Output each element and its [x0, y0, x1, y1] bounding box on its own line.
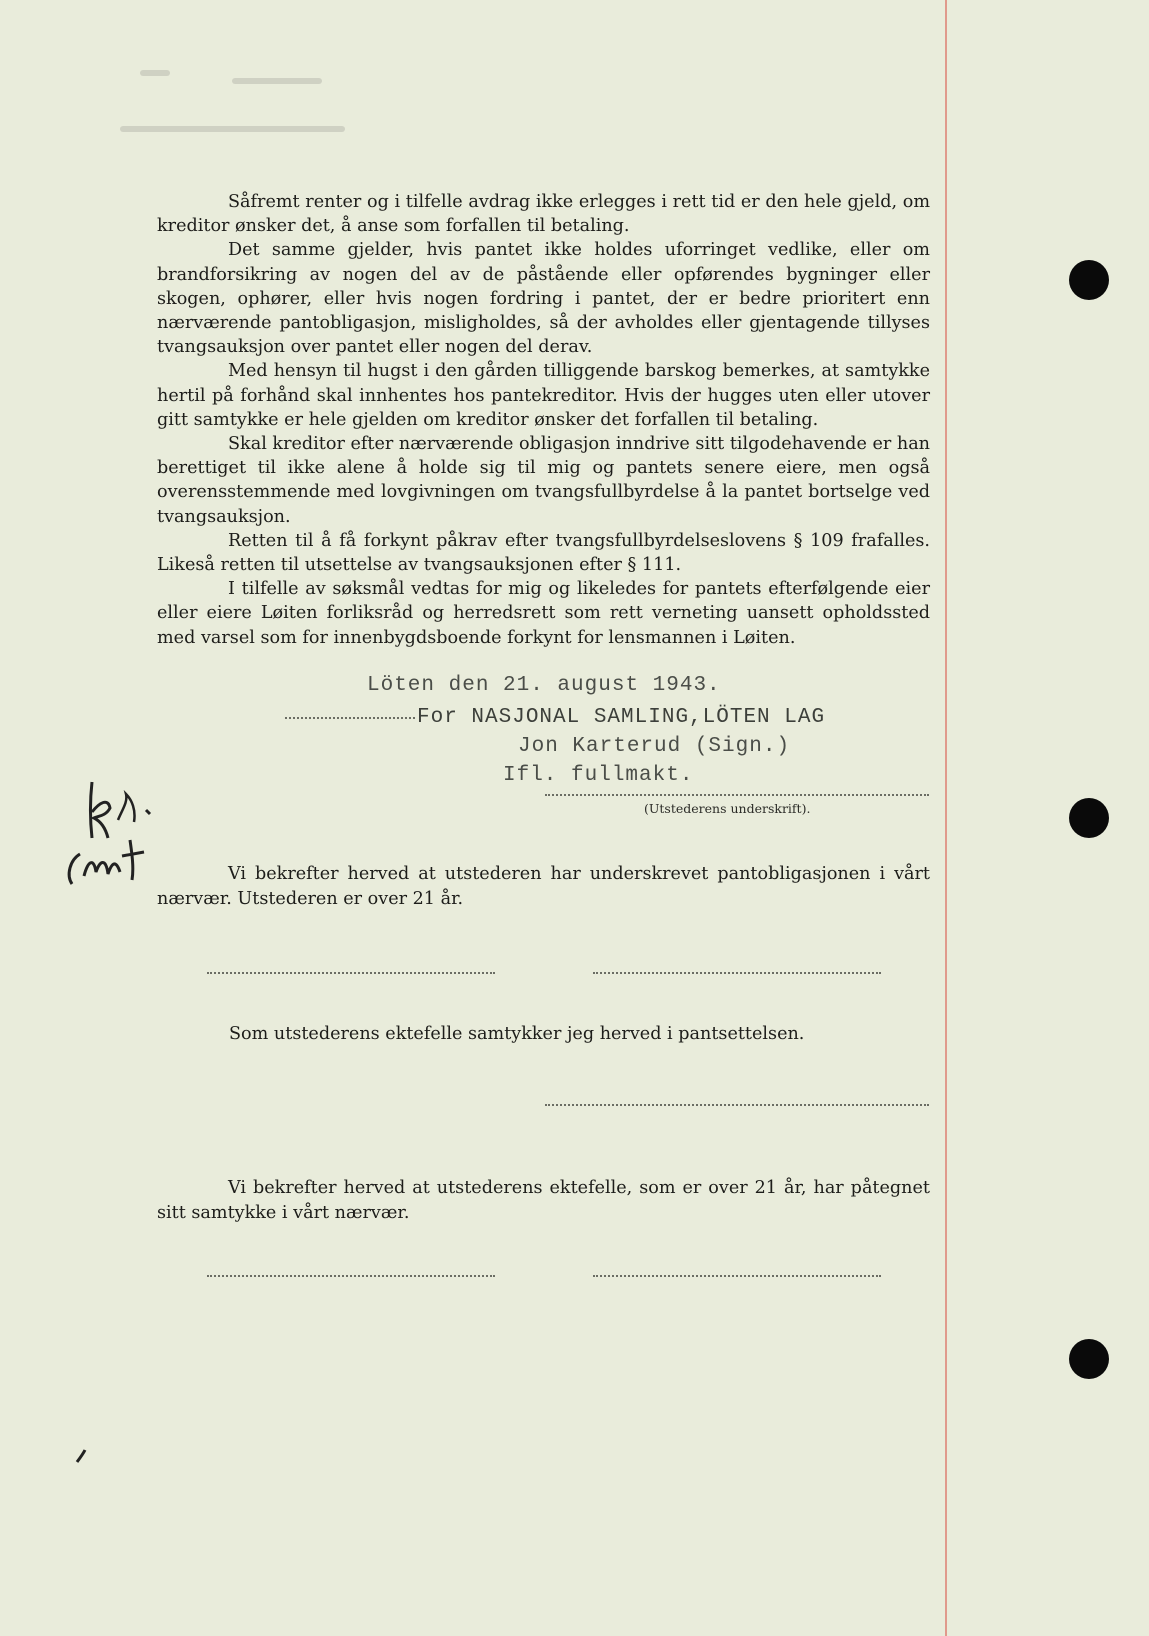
paragraph: Skal kreditor efter nærværende obligasjon inndrive sitt tilgodehavende er han berettiget til ikke alene å holde sig til mig og pantets senere eiere, men også overensstemmende med lovgivningen om tvangsfullbyrdelse å la pantet bortselge ved tvangsauksjon. — [157, 434, 931, 527]
paragraph: Det samme gjelder, hvis pantet ikke holdes uforringet vedlike, eller om brandforsikring av nogen del av de påstående eller opførendes bygninger eller skogen, ophører, eller hvis nogen fordring i pantet, der er bedre prioritert enn nærværende pantobligasjon, misligholdes, så der avholdes eller gjentagende tillyses tvangsauksjon over pantet eller nogen del derav. — [157, 240, 930, 358]
spouse-signature-line — [545, 1104, 929, 1106]
spouse-consent: Som utstederens ektefelle samtykker jeg herved i pantsettelsen. — [229, 1024, 805, 1044]
dotted-line — [285, 717, 415, 719]
paragraph: Med hensyn til hugst i den gården tilliggende barskog bemerkes, at samtykke hertil på forhånd skal innhentes hos pantekreditor. Hvis der hugges uten eller utover gitt samtykke er hele gjelden om kreditor ønsker det forfallen til betaling. — [157, 361, 930, 430]
witness-signature-line-1 — [207, 972, 495, 974]
spouse-witness-line-2 — [593, 1275, 881, 1277]
spouse-witness-statement: Vi bekrefter herved at utstederens ektefelle, som er over 21 år, har påtegnet sitt samtykke i vårt nærvær. — [157, 1178, 930, 1223]
mortgage-terms — [157, 190, 930, 650]
witness-signature-line-2 — [593, 972, 881, 974]
punch-hole-top — [1069, 260, 1109, 300]
paragraph: Såfremt renter og i tilfelle avdrag ikke erlegges i rett tid er den hele gjeld, om kreditor ønsker det, å anse som forfallen til betaling. — [157, 192, 930, 237]
bleed-through-mark — [232, 78, 322, 84]
authority-note: Ifl. fullmakt. — [503, 764, 694, 787]
ink-mark — [74, 1448, 88, 1464]
margin-rule — [945, 0, 947, 1636]
signer-name: Jon Karterud (Sign.) — [518, 735, 791, 758]
witness-statement: Vi bekrefter herved at utstederen har underskrevet pantobligasjonen i vårt nærvær. Utstederen er over 21 år. — [157, 864, 930, 909]
punch-hole-bottom — [1069, 1339, 1109, 1379]
paragraph: I tilfelle av søksmål vedtas for mig og likeledes for pantets efterfølgende eier eller eiere Løiten forliksråd og herredsrett som rett verneting uansett opholdssted med varsel som for innenbygdsboende forkynt for lensmannen i Løiten. — [157, 579, 930, 648]
place-date: Löten den 21. august 1943. — [367, 674, 721, 697]
signature-caption: (Utstederens underskrift). — [644, 801, 811, 816]
bleed-through-mark — [120, 126, 345, 132]
punch-hole-middle — [1069, 798, 1109, 838]
bleed-through-mark — [140, 70, 170, 76]
signature-line — [545, 794, 929, 796]
spouse-witness-line-1 — [207, 1275, 495, 1277]
paragraph: Retten til å få forkynt påkrav efter tvangsfullbyrdelseslovens § 109 frafalles. Likeså retten til utsettelse av tvangsauksjonen efter § 111. — [157, 530, 930, 576]
issuer-name: For NASJONAL SAMLING,LÖTEN LAG — [417, 706, 826, 729]
